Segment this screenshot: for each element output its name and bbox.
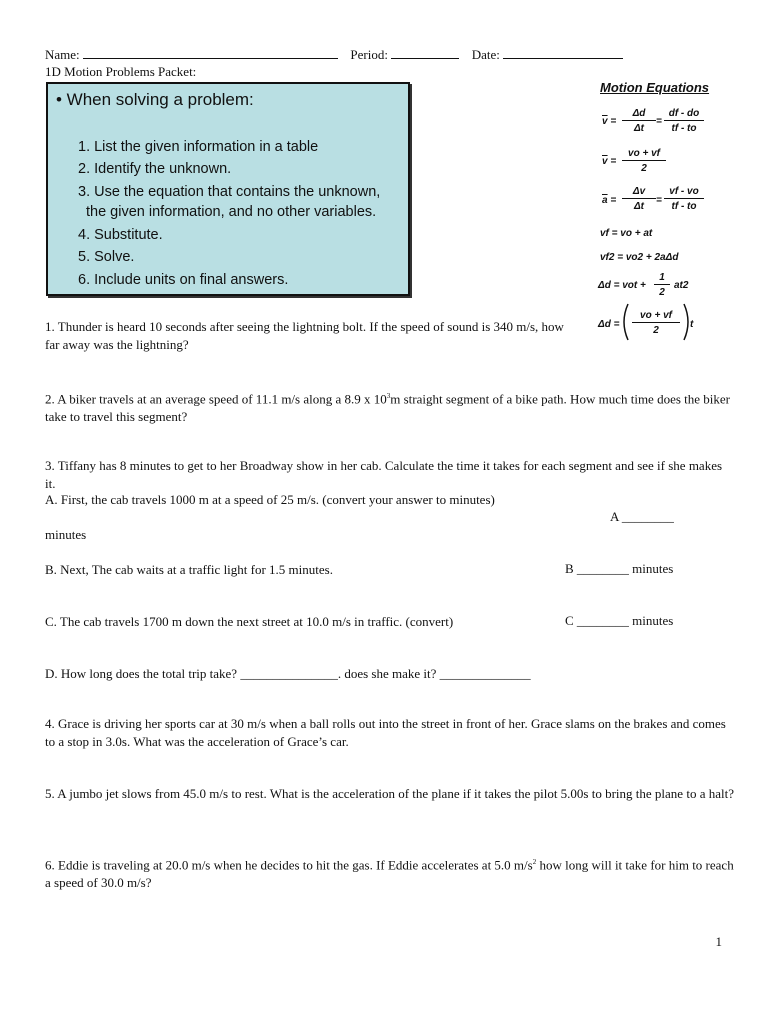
answer-3c-blank[interactable]: C ________ minutes bbox=[565, 613, 674, 628]
eq4: vf = vo + at bbox=[600, 228, 653, 239]
eq1-fraction-2: $\frac{df - do}{tf - to}$ bbox=[664, 108, 704, 134]
equations-title: Motion Equations bbox=[600, 80, 710, 95]
question-4: 4. Grace is driving her sports car at 30 m/s when a ball rolls out into the street in front of her. Grace slams on the brakes and comes to a stop in 3.0s. What was the acceleration of Grace’s car. bbox=[45, 716, 726, 749]
page-number: 1 bbox=[715, 934, 722, 949]
eq7-rhs: t bbox=[690, 319, 694, 330]
eq6-lhs: Δd = vot + bbox=[598, 280, 646, 291]
question-5: 5. A jumbo jet slows from 45.0 m/s to rest. What is the acceleration of the plane if it takes the pilot 5.00s to bring the plane to a halt? bbox=[45, 786, 734, 801]
question-3: 3. Tiffany has 8 minutes to get to her Broadway show in her cab. Calculate the time it takes for each segment and see if she makes it. bbox=[45, 458, 723, 491]
date-label: Date: bbox=[471, 47, 500, 62]
question-3a: A. First, the cab travels 1000 m at a speed of 25 m/s. (convert your answer to minutes) bbox=[45, 492, 495, 507]
eq2-fraction: $\frac{vo + vf}{2}$ bbox=[622, 148, 666, 174]
step-item: 5. Solve. bbox=[78, 249, 135, 265]
header-fields bbox=[45, 46, 623, 63]
eq3-fraction-1: $\frac{\Delta v}{\Delta t}$ bbox=[622, 186, 656, 212]
eq6-fraction: $\frac{1}{2}$ bbox=[654, 272, 670, 298]
step-item: 1. List the given information in a table bbox=[78, 139, 319, 155]
eq1-fraction-1: $\frac{\Delta d}{\Delta t}$ bbox=[622, 108, 656, 134]
question-3d: D. How long does the total trip take? _______________. does she make it? ______________ bbox=[45, 666, 531, 681]
eq1-lhs: $\overline{v}$ = bbox=[602, 116, 617, 127]
step-item: 6. Include units on final answers. bbox=[78, 272, 289, 288]
step-item: 4. Substitute. bbox=[78, 227, 163, 243]
question-1: 1. Thunder is heard 10 seconds after seeing the lightning bolt. If the speed of sound is 340 m/s, how far away was the lightning? bbox=[45, 319, 564, 352]
date-blank[interactable] bbox=[503, 46, 623, 59]
answer-3b-blank[interactable]: B ________ minutes bbox=[565, 561, 674, 576]
period-label: Period: bbox=[350, 47, 388, 62]
eq2-lhs: $\overline{v}$ = bbox=[602, 156, 617, 167]
question-3c: C. The cab travels 1700 m down the next street at 10.0 m/s in traffic. (convert) bbox=[45, 614, 454, 629]
answer-3a-units: minutes bbox=[45, 527, 87, 542]
eq5: vf2 = vo2 + 2aΔd bbox=[600, 252, 679, 263]
eq3-fraction-2: $\frac{vf - vo}{tf - to}$ bbox=[664, 186, 704, 212]
step-item: the given information, and no other variables. bbox=[86, 204, 377, 220]
step-item: 2. Identify the unknown. bbox=[78, 161, 232, 177]
eq7-lhs: Δd = bbox=[598, 319, 620, 330]
answer-3a-blank[interactable]: A ________ bbox=[610, 509, 674, 524]
eq7-fraction: $\frac{vo + vf}{2}$ bbox=[632, 310, 680, 336]
step-item: 3. Use the equation that contains the unknown, bbox=[78, 184, 381, 200]
question-6: 6. Eddie is traveling at 20.0 m/s when he decides to hit the gas. If Eddie accelerates at 5.0 $m/s^2$ how long will it take for him to reach a speed of 30.0 m/s? bbox=[45, 857, 734, 891]
question-3b: B. Next, The cab waits at a traffic light for 1.5 minutes. bbox=[45, 562, 333, 577]
question-2: 2. A biker travels at an average speed of 11.1 m/s along a 8.9 x $10^3m$ straight segment of a bike path. How much time does the biker take to travel this segment? bbox=[45, 391, 730, 425]
problem-solving-steps-box bbox=[46, 82, 410, 296]
eq3-lhs: $\overline{a}$ = bbox=[602, 195, 617, 206]
period-blank[interactable] bbox=[391, 46, 459, 59]
packet-title: 1D Motion Problems Packet: bbox=[45, 64, 197, 79]
motion-equations-panel: Motion Equations $\overline{v}$ = $\frac{\Delta d}{\Delta t}$ = $\frac{df - do}{tf - to}$ $\overline{v}$ = $\frac{vo + vf}{2}$ $\overline{a}$ = $\frac{\Delta v}{\Delta t}$ = $\frac{vf - vo}{tf - to}$ vf = vo + at vf2 = vo2 + 2aΔd Δd = vot + $\frac{1}{2}$ at2 Δd = $\frac{vo + vf}{2}$ t bbox=[590, 78, 730, 358]
steps-heading: • When solving a problem: bbox=[56, 90, 254, 109]
name-blank[interactable] bbox=[83, 46, 338, 59]
eq6-rhs: at2 bbox=[674, 280, 689, 291]
name-label: Name: bbox=[45, 47, 80, 62]
